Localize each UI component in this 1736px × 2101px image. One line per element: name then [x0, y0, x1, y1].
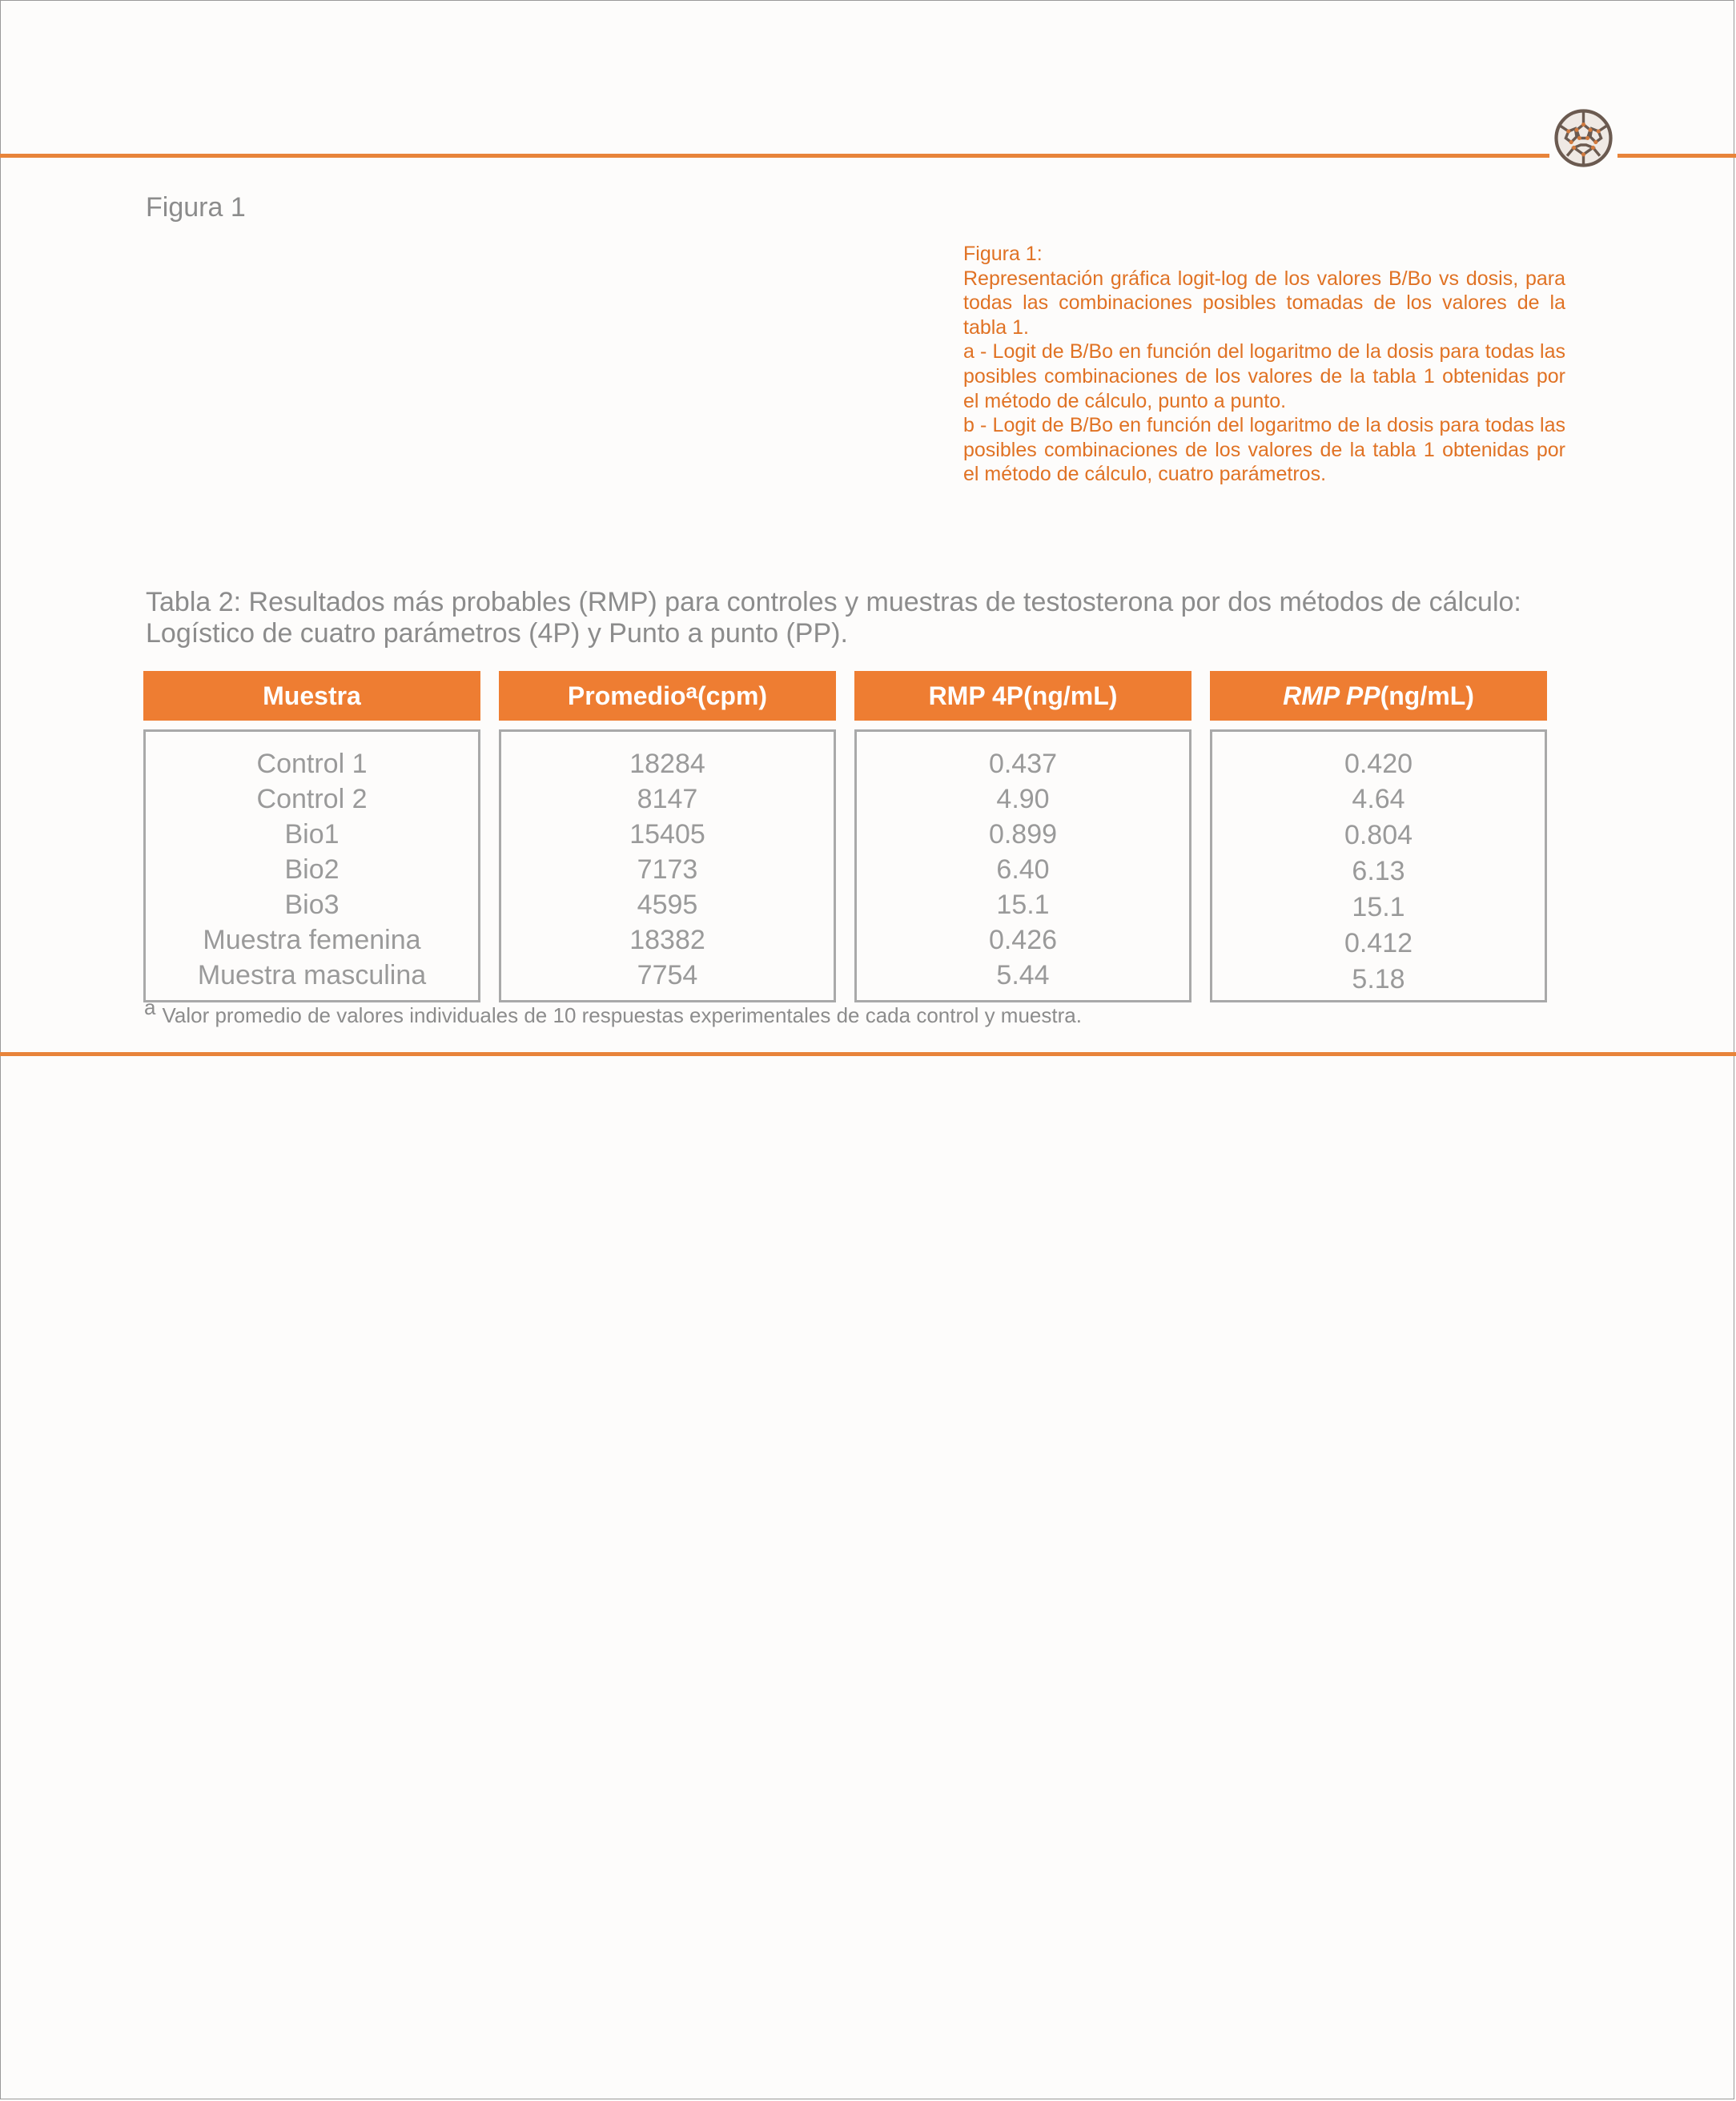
column-header-rmp-pp [1210, 671, 1547, 721]
column-header-promedio-footnote-mark: a [685, 679, 697, 703]
header-rule-right [1617, 154, 1736, 158]
table-cell-rmp-4p: 0.437 [988, 749, 1058, 779]
table-cell-promedio: 7173 [637, 854, 698, 885]
column-header-promedio [499, 671, 836, 721]
figure-label: Figura 1 [146, 192, 246, 223]
table-footnote [144, 995, 1082, 1028]
caption-item-a: a - Logit de B/Bo en función del logaritmo de la dosis para todas las posibles combinaciones de los valores de la tabla 1 obtenidas por el método de cálculo, punto a punto. [963, 340, 1565, 412]
column-header-rmp-pp-unit: (ng/mL) [1380, 681, 1474, 710]
column-rmp-4p [854, 729, 1191, 1002]
table-cell-rmp-4p: 5.44 [996, 960, 1050, 990]
table-cell-rmp-pp: 0.420 [1344, 749, 1413, 779]
table-cell-rmp-4p: 6.40 [996, 854, 1050, 885]
caption-heading: Figura 1: [963, 243, 1043, 265]
table-cell-muestra: Bio2 [284, 854, 340, 885]
table-cell-muestra: Bio1 [284, 819, 340, 850]
footer-rule [0, 1052, 1736, 1056]
column-muestra [143, 729, 480, 1002]
table-cell-rmp-pp: 0.412 [1344, 928, 1413, 958]
table-cell-rmp-4p: 0.426 [988, 925, 1058, 955]
header-rule-left [0, 154, 1549, 158]
table-cell-muestra: Muestra femenina [203, 925, 421, 955]
table-cell-promedio: 8147 [637, 784, 698, 814]
column-header-rmp-pp-label: RMP PP [1283, 681, 1380, 710]
table-cell-promedio: 15405 [629, 819, 705, 850]
table-cell-muestra: Bio3 [284, 890, 340, 920]
fullerene-icon [1549, 104, 1617, 172]
table-title-line-2: Logístico de cuatro parámetros (4P) y Punto a punto (PP). [146, 618, 848, 649]
table-title-line-1: Tabla 2: Resultados más probables (RMP) para controles y muestras de testosterona por dos métodos de cálculo: [146, 587, 1521, 617]
table-cell-rmp-pp: 5.18 [1352, 964, 1405, 994]
caption-description: Representación gráfica logit-log de los valores B/Bo vs dosis, para todas las combinaciones posibles tomadas de los valores de la tabla 1. [963, 267, 1565, 339]
table-title [146, 587, 1651, 649]
table-cell-rmp-4p: 15.1 [996, 890, 1050, 920]
footnote-text: Valor promedio de valores individuales de 10 respuestas experimentales de cada control y muestra. [162, 1003, 1082, 1027]
footnote-mark: a [144, 995, 156, 1019]
figure-caption [963, 242, 1565, 487]
table-cell-promedio: 7754 [637, 960, 698, 990]
table-cell-rmp-pp: 6.13 [1352, 856, 1405, 886]
column-header-muestra [143, 671, 480, 721]
column-header-muestra-label: Muestra [263, 681, 361, 710]
column-header-rmp-4p [854, 671, 1191, 721]
table-cell-muestra: Muestra masculina [197, 960, 427, 990]
table-cell-rmp-4p: 4.90 [996, 784, 1050, 814]
table-cell-rmp-4p: 0.899 [988, 819, 1058, 850]
table-cell-promedio: 18382 [629, 925, 705, 955]
table-cell-promedio: 18284 [629, 749, 705, 779]
table-cell-muestra: Control 2 [256, 784, 368, 814]
column-header-rmp-4p-label: RMP 4P(ng/mL) [928, 681, 1118, 710]
column-promedio [499, 729, 836, 1002]
column-rmp-pp [1210, 729, 1547, 1002]
column-header-promedio-unit: (cpm) [697, 681, 768, 710]
table-cell-rmp-pp: 4.64 [1352, 784, 1405, 814]
caption-item-b: b - Logit de B/Bo en función del logaritmo de la dosis para todas las posibles combinaciones de los valores de la tabla 1 obtenidas por el método de cálculo, cuatro parámetros. [963, 414, 1565, 486]
table-cell-rmp-pp: 15.1 [1352, 892, 1405, 922]
table-cell-muestra: Control 1 [256, 749, 368, 779]
table-cell-promedio: 4595 [637, 890, 698, 920]
table-cell-rmp-pp: 0.804 [1344, 820, 1413, 850]
column-header-promedio-label: Promedio [567, 681, 686, 710]
